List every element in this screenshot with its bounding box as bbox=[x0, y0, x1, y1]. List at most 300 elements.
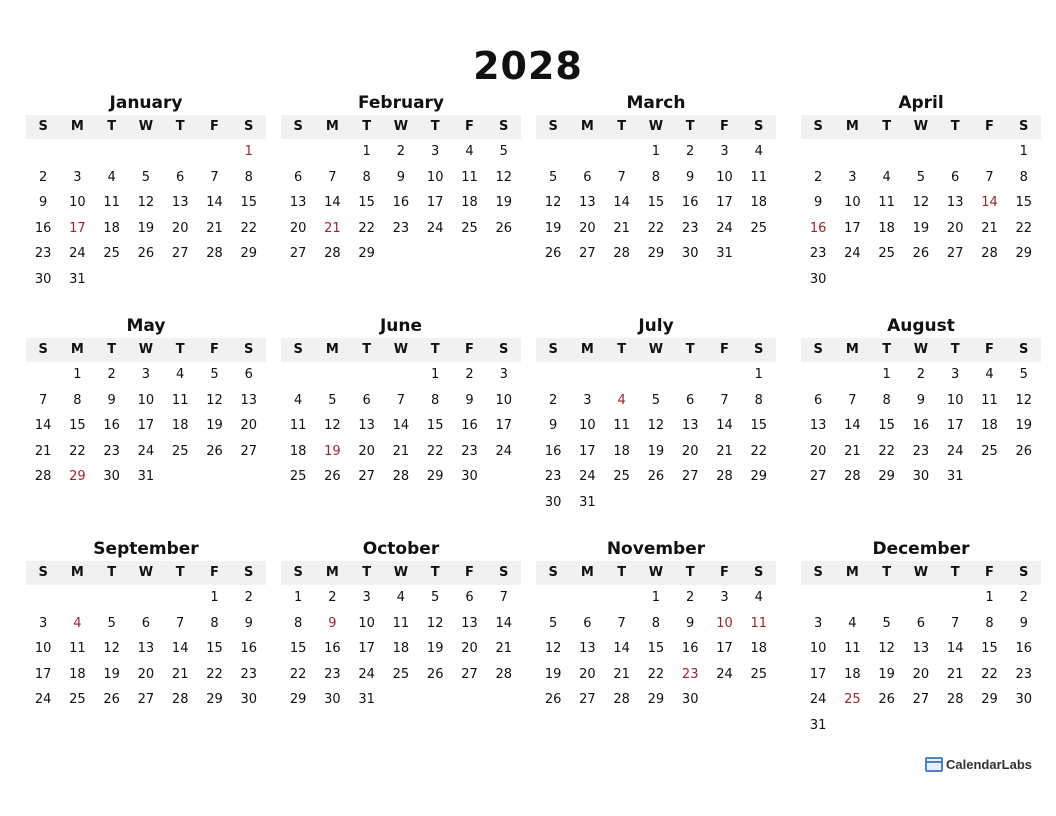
day-cell: 12 bbox=[878, 641, 895, 656]
weekday-header: S bbox=[244, 342, 254, 357]
day-cell: 20 bbox=[461, 641, 478, 656]
day-cell: 23 bbox=[103, 443, 120, 459]
day-cell: 30 bbox=[1015, 692, 1032, 707]
weekday-header: T bbox=[430, 342, 440, 357]
empty-day-cell bbox=[1007, 267, 1041, 293]
weekday-header: T bbox=[430, 119, 440, 134]
weekday-header-row bbox=[26, 115, 266, 139]
day-cell: 26 bbox=[544, 692, 562, 707]
day-cell: 30 bbox=[324, 692, 341, 707]
day-cell: 22 bbox=[240, 220, 257, 236]
day-cell: 23 bbox=[392, 220, 410, 236]
week-row bbox=[26, 139, 266, 165]
day-cell: 28 bbox=[495, 666, 512, 682]
day-cell: 21 bbox=[613, 220, 630, 236]
day-cell: 31 bbox=[716, 246, 733, 261]
empty-day-cell bbox=[232, 464, 266, 490]
day-cell: 19 bbox=[495, 195, 512, 210]
day-cell: 6 bbox=[686, 392, 695, 408]
day-cell: 21 bbox=[206, 220, 223, 236]
week-row bbox=[801, 241, 1041, 267]
day-cell: 6 bbox=[141, 615, 151, 631]
day-cell: 3 bbox=[951, 367, 960, 382]
weekday-header: S bbox=[244, 119, 254, 134]
day-cell: 11 bbox=[171, 392, 189, 408]
day-cell: 5 bbox=[210, 367, 219, 382]
day-cell: 13 bbox=[681, 418, 699, 433]
day-cell: 26 bbox=[137, 246, 155, 261]
day-cell: 25 bbox=[750, 666, 767, 682]
month-name: March bbox=[626, 93, 686, 113]
day-cell: 1 bbox=[882, 367, 891, 382]
weekday-header: S bbox=[548, 119, 558, 134]
month-name: October bbox=[362, 539, 440, 559]
day-cell: 7 bbox=[396, 392, 406, 408]
empty-day-cell bbox=[197, 267, 231, 293]
empty-day-cell bbox=[232, 267, 266, 293]
day-cell: 4 bbox=[465, 144, 474, 159]
empty-day-cell bbox=[972, 713, 1006, 739]
day-cell: 1 bbox=[985, 590, 994, 605]
day-cell: 2 bbox=[1019, 590, 1028, 605]
day-cell: 25 bbox=[289, 469, 307, 484]
weekday-header: T bbox=[950, 119, 960, 134]
weekday-header: S bbox=[293, 565, 303, 580]
month-december bbox=[801, 537, 1041, 738]
day-cell: 1 bbox=[651, 144, 661, 159]
day-cell: 24 bbox=[358, 666, 375, 682]
week-row bbox=[26, 687, 266, 713]
empty-day-cell bbox=[197, 139, 231, 165]
empty-day-cell bbox=[639, 362, 673, 388]
day-cell: 31 bbox=[137, 469, 155, 484]
month-name: May bbox=[126, 316, 166, 336]
weekday-header: W bbox=[393, 342, 409, 357]
day-cell: 23 bbox=[1015, 666, 1032, 682]
day-cell: 31 bbox=[358, 692, 375, 707]
empty-day-cell bbox=[938, 713, 972, 739]
day-cell: 22 bbox=[206, 666, 223, 682]
empty-day-cell bbox=[487, 241, 521, 267]
day-cell: 18 bbox=[613, 443, 630, 459]
week-row bbox=[26, 165, 266, 191]
day-cell: 29 bbox=[426, 469, 444, 484]
weekday-header: F bbox=[465, 342, 474, 357]
day-cell: 8 bbox=[1019, 169, 1028, 185]
day-cell: 4 bbox=[754, 144, 763, 159]
week-row bbox=[801, 662, 1041, 688]
day-cell: 29 bbox=[206, 692, 223, 707]
day-cell: 19 bbox=[1015, 418, 1032, 433]
day-cell: 9 bbox=[38, 195, 48, 210]
week-row bbox=[281, 464, 521, 490]
weekday-header: W bbox=[393, 565, 409, 580]
weekday-header: W bbox=[913, 342, 929, 357]
day-cell: 7 bbox=[951, 615, 960, 631]
day-cell: 14 bbox=[171, 641, 189, 656]
empty-day-cell bbox=[281, 139, 315, 165]
day-cell: 23 bbox=[681, 220, 699, 236]
month-name: November bbox=[606, 539, 706, 559]
weekday-header: T bbox=[685, 565, 695, 580]
day-cell: 22 bbox=[647, 220, 665, 236]
day-cell: 18 bbox=[750, 641, 767, 656]
empty-day-cell bbox=[835, 713, 869, 739]
day-cell: 27 bbox=[358, 469, 375, 484]
day-cell: 14 bbox=[34, 418, 52, 433]
empty-day-cell bbox=[487, 687, 521, 713]
holiday-day-cell: 14 bbox=[981, 195, 998, 210]
day-cell: 27 bbox=[809, 469, 827, 484]
weekday-header: S bbox=[813, 565, 823, 580]
weekday-header-row bbox=[536, 115, 776, 139]
day-cell: 28 bbox=[946, 692, 964, 707]
day-cell: 22 bbox=[878, 443, 895, 459]
week-row bbox=[801, 687, 1041, 713]
day-cell: 13 bbox=[137, 641, 155, 656]
weekday-header: T bbox=[175, 342, 185, 357]
empty-day-cell bbox=[639, 490, 673, 516]
weekday-header: T bbox=[430, 565, 440, 580]
day-cell: 2 bbox=[916, 367, 926, 382]
weekday-header: M bbox=[70, 342, 84, 357]
empty-day-cell bbox=[904, 139, 938, 165]
empty-day-cell bbox=[315, 139, 349, 165]
day-cell: 19 bbox=[544, 666, 562, 682]
week-row bbox=[536, 636, 776, 662]
week-row bbox=[536, 139, 776, 165]
day-cell: 28 bbox=[981, 246, 998, 261]
empty-day-cell bbox=[605, 490, 639, 516]
day-cell: 4 bbox=[754, 590, 763, 605]
holiday-day-cell: 25 bbox=[844, 692, 861, 707]
empty-day-cell bbox=[972, 139, 1006, 165]
empty-day-cell bbox=[870, 713, 904, 739]
day-cell: 27 bbox=[681, 469, 699, 484]
empty-day-cell bbox=[673, 362, 707, 388]
empty-day-cell bbox=[1007, 464, 1041, 490]
week-row bbox=[26, 413, 266, 439]
weekday-header-row bbox=[281, 115, 521, 139]
week-row bbox=[536, 490, 776, 516]
day-cell: 12 bbox=[544, 641, 562, 656]
empty-day-cell bbox=[972, 464, 1006, 490]
day-cell: 23 bbox=[34, 246, 52, 261]
day-cell: 29 bbox=[750, 469, 767, 484]
weekday-header: T bbox=[617, 119, 627, 134]
weekday-header: F bbox=[465, 119, 474, 134]
calendarlabs-logo[interactable] bbox=[925, 757, 1032, 772]
day-cell: 2 bbox=[244, 590, 253, 605]
day-cell: 16 bbox=[681, 195, 699, 210]
weekday-header: T bbox=[882, 119, 892, 134]
week-row bbox=[801, 388, 1041, 414]
day-cell: 12 bbox=[544, 195, 562, 210]
day-cell: 27 bbox=[137, 692, 155, 707]
day-cell: 26 bbox=[912, 246, 930, 261]
day-cell: 9 bbox=[916, 392, 926, 408]
empty-day-cell bbox=[350, 362, 384, 388]
day-cell: 1 bbox=[362, 144, 371, 159]
day-cell: 23 bbox=[324, 666, 341, 682]
day-cell: 22 bbox=[647, 666, 665, 682]
weekday-header: M bbox=[580, 565, 594, 580]
day-cell: 20 bbox=[358, 443, 375, 459]
weekday-header: T bbox=[107, 119, 117, 134]
month-name: July bbox=[638, 316, 674, 336]
weekday-header-row bbox=[801, 338, 1041, 362]
empty-day-cell bbox=[95, 139, 129, 165]
empty-day-cell bbox=[315, 362, 349, 388]
day-cell: 3 bbox=[848, 169, 857, 185]
day-cell: 11 bbox=[289, 418, 307, 433]
day-cell: 12 bbox=[912, 195, 930, 210]
day-cell: 7 bbox=[848, 392, 857, 408]
week-row bbox=[26, 267, 266, 293]
week-row bbox=[536, 241, 776, 267]
weekday-header: S bbox=[548, 565, 558, 580]
day-cell: 16 bbox=[544, 443, 562, 459]
weekday-header: T bbox=[685, 119, 695, 134]
empty-day-cell bbox=[835, 139, 869, 165]
weekday-header: F bbox=[210, 565, 219, 580]
weekday-header: T bbox=[362, 119, 372, 134]
day-cell: 21 bbox=[495, 641, 512, 656]
day-cell: 17 bbox=[358, 641, 375, 656]
weekday-header: T bbox=[882, 342, 892, 357]
empty-day-cell bbox=[904, 267, 938, 293]
week-row bbox=[281, 216, 521, 242]
day-cell: 12 bbox=[1015, 392, 1032, 408]
day-cell: 19 bbox=[878, 666, 895, 682]
day-cell: 3 bbox=[499, 367, 508, 382]
day-cell: 30 bbox=[912, 469, 930, 484]
day-cell: 5 bbox=[499, 144, 508, 159]
day-cell: 7 bbox=[617, 169, 626, 185]
day-cell: 25 bbox=[69, 692, 86, 707]
empty-day-cell bbox=[452, 241, 486, 267]
day-cell: 17 bbox=[716, 195, 733, 210]
day-cell: 29 bbox=[647, 246, 665, 261]
weekday-header: T bbox=[175, 119, 185, 134]
weekday-header-row bbox=[536, 561, 776, 585]
empty-day-cell bbox=[163, 464, 197, 490]
weekday-header: T bbox=[882, 565, 892, 580]
week-row bbox=[281, 362, 521, 388]
empty-day-cell bbox=[835, 267, 869, 293]
empty-day-cell bbox=[904, 585, 938, 611]
day-cell: 6 bbox=[583, 615, 592, 631]
month-name: August bbox=[887, 316, 955, 336]
day-cell: 8 bbox=[985, 615, 994, 631]
day-cell: 26 bbox=[324, 469, 341, 484]
day-cell: 4 bbox=[176, 367, 185, 382]
day-cell: 5 bbox=[548, 615, 558, 631]
weekday-header: W bbox=[913, 565, 929, 580]
day-cell: 4 bbox=[396, 590, 406, 605]
day-cell: 1 bbox=[293, 590, 303, 605]
empty-day-cell bbox=[801, 585, 835, 611]
day-cell: 19 bbox=[137, 220, 155, 236]
day-cell: 16 bbox=[103, 418, 120, 433]
week-row bbox=[801, 216, 1041, 242]
week-row bbox=[536, 439, 776, 465]
day-cell: 9 bbox=[396, 169, 406, 185]
day-cell: 17 bbox=[946, 418, 964, 433]
week-row bbox=[536, 464, 776, 490]
day-cell: 27 bbox=[579, 246, 596, 261]
week-row bbox=[536, 611, 776, 637]
week-row bbox=[281, 388, 521, 414]
week-row bbox=[281, 611, 521, 637]
day-cell: 5 bbox=[328, 392, 337, 408]
empty-day-cell bbox=[707, 490, 741, 516]
weekday-header-row bbox=[536, 338, 776, 362]
empty-day-cell bbox=[384, 687, 418, 713]
week-row bbox=[536, 687, 776, 713]
day-cell: 18 bbox=[69, 666, 86, 682]
day-cell: 15 bbox=[206, 641, 223, 656]
day-cell: 5 bbox=[431, 590, 440, 605]
day-cell: 12 bbox=[647, 418, 665, 433]
day-cell: 24 bbox=[495, 443, 512, 459]
day-cell: 29 bbox=[981, 692, 998, 707]
weekday-header: S bbox=[499, 342, 509, 357]
month-april bbox=[801, 91, 1041, 292]
holiday-day-cell: 16 bbox=[809, 220, 827, 236]
day-cell: 13 bbox=[358, 418, 375, 433]
day-cell: 26 bbox=[495, 220, 512, 236]
day-cell: 22 bbox=[358, 220, 375, 236]
day-cell: 9 bbox=[244, 615, 253, 631]
day-cell: 21 bbox=[613, 666, 630, 682]
day-cell: 12 bbox=[137, 195, 155, 210]
day-cell: 8 bbox=[754, 392, 763, 408]
day-cell: 10 bbox=[716, 169, 733, 185]
day-cell: 20 bbox=[946, 220, 964, 236]
day-cell: 30 bbox=[240, 692, 257, 707]
day-cell: 9 bbox=[686, 169, 695, 185]
day-cell: 10 bbox=[809, 641, 827, 656]
day-cell: 19 bbox=[912, 220, 930, 236]
day-cell: 13 bbox=[579, 641, 596, 656]
day-cell: 12 bbox=[206, 392, 223, 408]
day-cell: 19 bbox=[103, 666, 120, 682]
day-cell: 9 bbox=[548, 418, 558, 433]
empty-day-cell bbox=[95, 585, 129, 611]
week-row bbox=[536, 413, 776, 439]
empty-day-cell bbox=[938, 585, 972, 611]
day-cell: 10 bbox=[34, 641, 52, 656]
day-cell: 6 bbox=[293, 169, 303, 185]
day-cell: 13 bbox=[240, 392, 257, 408]
day-cell: 3 bbox=[720, 144, 729, 159]
day-cell: 15 bbox=[878, 418, 895, 433]
day-cell: 15 bbox=[1015, 195, 1032, 210]
day-cell: 12 bbox=[426, 615, 444, 631]
holiday-day-cell: 29 bbox=[69, 469, 86, 484]
day-cell: 1 bbox=[754, 367, 763, 382]
day-cell: 31 bbox=[579, 494, 596, 510]
weekday-header: T bbox=[362, 565, 372, 580]
weekday-header: M bbox=[325, 342, 339, 357]
holiday-day-cell: 9 bbox=[328, 615, 337, 631]
weekday-header: T bbox=[107, 342, 117, 357]
day-cell: 9 bbox=[1019, 615, 1028, 631]
week-row bbox=[801, 165, 1041, 191]
weekday-header: W bbox=[648, 342, 664, 357]
day-cell: 26 bbox=[1015, 443, 1032, 459]
day-cell: 22 bbox=[289, 666, 307, 682]
day-cell: 17 bbox=[844, 220, 861, 236]
day-cell: 11 bbox=[392, 615, 410, 631]
day-cell: 16 bbox=[461, 418, 478, 433]
weekday-header-row bbox=[801, 561, 1041, 585]
month-january bbox=[26, 91, 266, 292]
day-cell: 11 bbox=[981, 392, 998, 408]
week-row bbox=[26, 241, 266, 267]
empty-day-cell bbox=[938, 267, 972, 293]
day-cell: 4 bbox=[985, 367, 994, 382]
weekday-header: T bbox=[362, 342, 372, 357]
week-row bbox=[801, 713, 1041, 739]
day-cell: 14 bbox=[946, 641, 964, 656]
calendar-icon bbox=[925, 757, 943, 772]
empty-day-cell bbox=[904, 713, 938, 739]
day-cell: 24 bbox=[844, 246, 861, 261]
week-row bbox=[26, 464, 266, 490]
day-cell: 24 bbox=[716, 220, 733, 236]
week-row bbox=[281, 662, 521, 688]
day-cell: 19 bbox=[426, 641, 444, 656]
week-row bbox=[26, 388, 266, 414]
weekday-header: S bbox=[244, 565, 254, 580]
week-row bbox=[26, 611, 266, 637]
day-cell: 2 bbox=[686, 144, 695, 159]
day-cell: 11 bbox=[461, 169, 478, 185]
day-cell: 20 bbox=[171, 220, 189, 236]
day-cell: 3 bbox=[720, 590, 729, 605]
day-cell: 18 bbox=[981, 418, 998, 433]
day-cell: 10 bbox=[495, 392, 512, 408]
weekday-header: M bbox=[580, 119, 594, 134]
day-cell: 8 bbox=[651, 169, 661, 185]
day-cell: 7 bbox=[176, 615, 185, 631]
empty-day-cell bbox=[281, 362, 315, 388]
day-cell: 1 bbox=[210, 590, 219, 605]
empty-day-cell bbox=[129, 139, 163, 165]
weekday-header: S bbox=[38, 342, 48, 357]
day-cell: 9 bbox=[107, 392, 116, 408]
empty-day-cell bbox=[707, 362, 741, 388]
weekday-header: T bbox=[175, 565, 185, 580]
day-cell: 4 bbox=[882, 169, 891, 185]
day-cell: 5 bbox=[548, 169, 558, 185]
day-cell: 24 bbox=[579, 469, 596, 484]
day-cell: 1 bbox=[73, 367, 82, 382]
day-cell: 13 bbox=[289, 195, 307, 210]
day-cell: 23 bbox=[809, 246, 827, 261]
holiday-day-cell: 4 bbox=[617, 392, 626, 408]
day-cell: 17 bbox=[716, 641, 733, 656]
week-row bbox=[281, 165, 521, 191]
day-cell: 24 bbox=[69, 246, 86, 261]
month-name: April bbox=[898, 93, 944, 113]
day-cell: 23 bbox=[240, 666, 257, 682]
day-cell: 5 bbox=[882, 615, 891, 631]
day-cell: 7 bbox=[38, 392, 48, 408]
month-name: January bbox=[109, 93, 183, 113]
